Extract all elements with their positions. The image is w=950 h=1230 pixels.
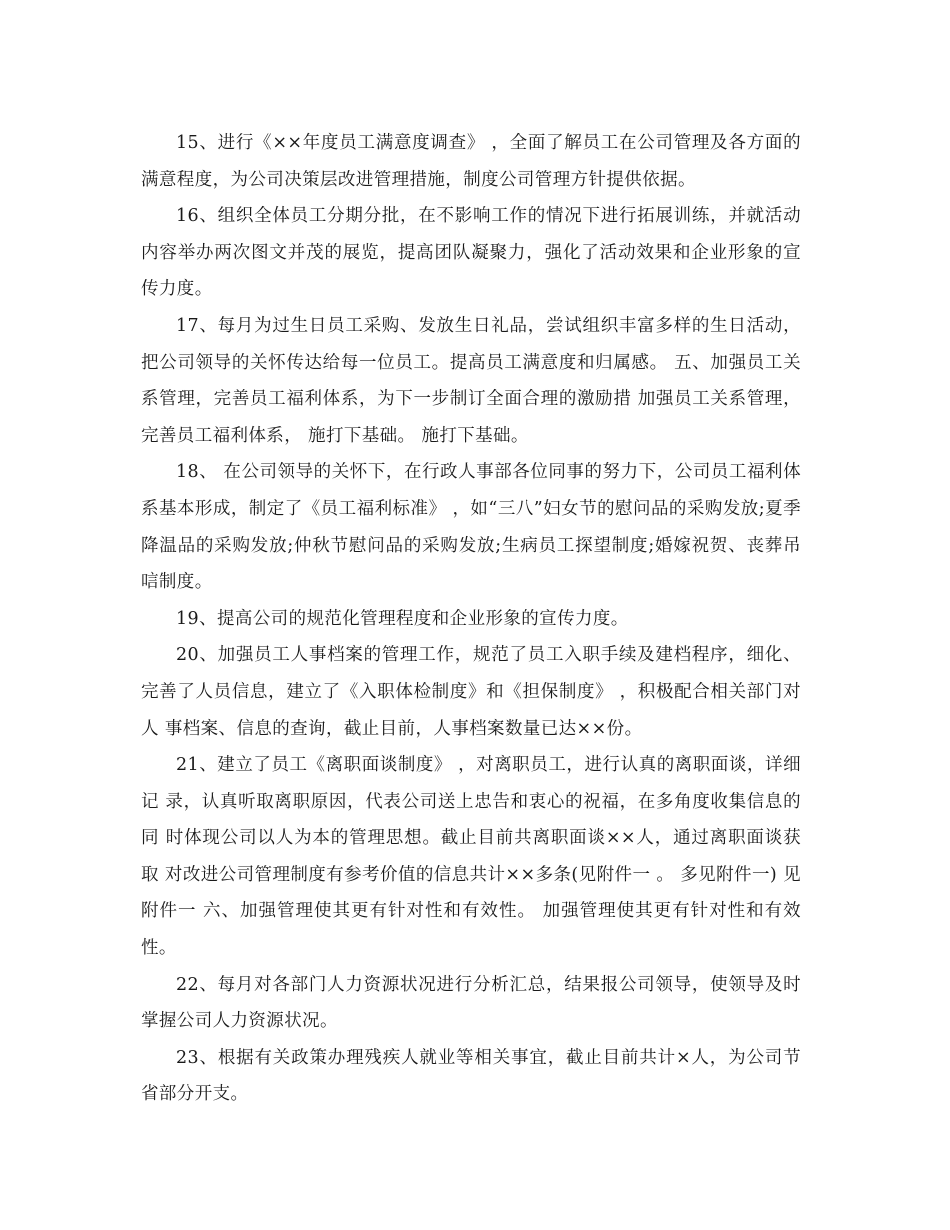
paragraph-23: 23、根据有关政策办理残疾人就业等相关事宜，截止目前共计×人，为公司节 省部分开支。 xyxy=(141,1047,807,1105)
paragraph-16: 16、组织全体员工分期分批，在不影响工作的情况下进行拓展训练，并就活动 内容举办两次图文并茂的展览，提高团队凝聚力，强化了活动效果和企业形象的宣 传力度。 xyxy=(141,206,807,300)
paragraph-22: 22、每月对各部门人力资源状况进行分析汇总，结果报公司领导，使领导及时 掌握公司人力资源状况。 xyxy=(141,974,807,1032)
paragraph-20: 20、加强员工人事档案的管理工作，规范了员工入职手续及建档程序，细化、 完善了人员信息，建立了《入职体检制度》和《担保制度》 ，积极配合相关部门对人 事档案、信息的查询，截止目前，人事档案数量已达××份。 xyxy=(141,645,807,739)
paragraph-15: 15、进行《××年度员工满意度调查》 ，全面了解员工在公司管理及各方面的 满意程度，为公司决策层改进管理措施，制度公司管理方针提供依据。 xyxy=(141,133,807,190)
paragraph-18: 18、 在公司领导的关怀下，在行政人事部各位同事的努力下，公司员工福利体 系基本形成，制定了《员工福利标准》 ，如“三八”妇女节的慰问品的采购发放;夏季降温品的采购发放;仲秋节慰问品的采购发放;生病员工探望制度;婚嫁祝贺、丧葬吊唁制度。 xyxy=(141,462,807,593)
paragraph-17: 17、每月为过生日员工采购、发放生日礼品，尝试组织丰富多样的生日活动，把公司领导的关怀传达给每一位员工。提高员工满意度和归属感。 五、加强员工关系管理，完善员工福利体系，为下一步制订全面合理的激励措 加强员工关系管理，完善员工福利体系， 施打下基础。 施打下基础。 xyxy=(141,315,801,446)
paragraph-21: 21、建立了员工《离职面谈制度》 ，对离职员工，进行认真的离职面谈，详细记 录，认真听取离职原因，代表公司送上忠告和衷心的祝福，在多角度收集信息的同 时体现公司以人为本的管理思想。截止目前共离职面谈××人，通过离职面谈获取 对改进公司管理制度有参考价值的信息共计××多条(见附件一 。 多见附件一) 见附件一 六、加强管理使其更有针对性和有效性。 加强管理使其更有针对性和有效性。 xyxy=(141,755,801,959)
paragraph-19: 19、提高公司的规范化管理程度和企业形象的宣传力度。 xyxy=(176,608,629,629)
document-body xyxy=(141,125,807,1113)
